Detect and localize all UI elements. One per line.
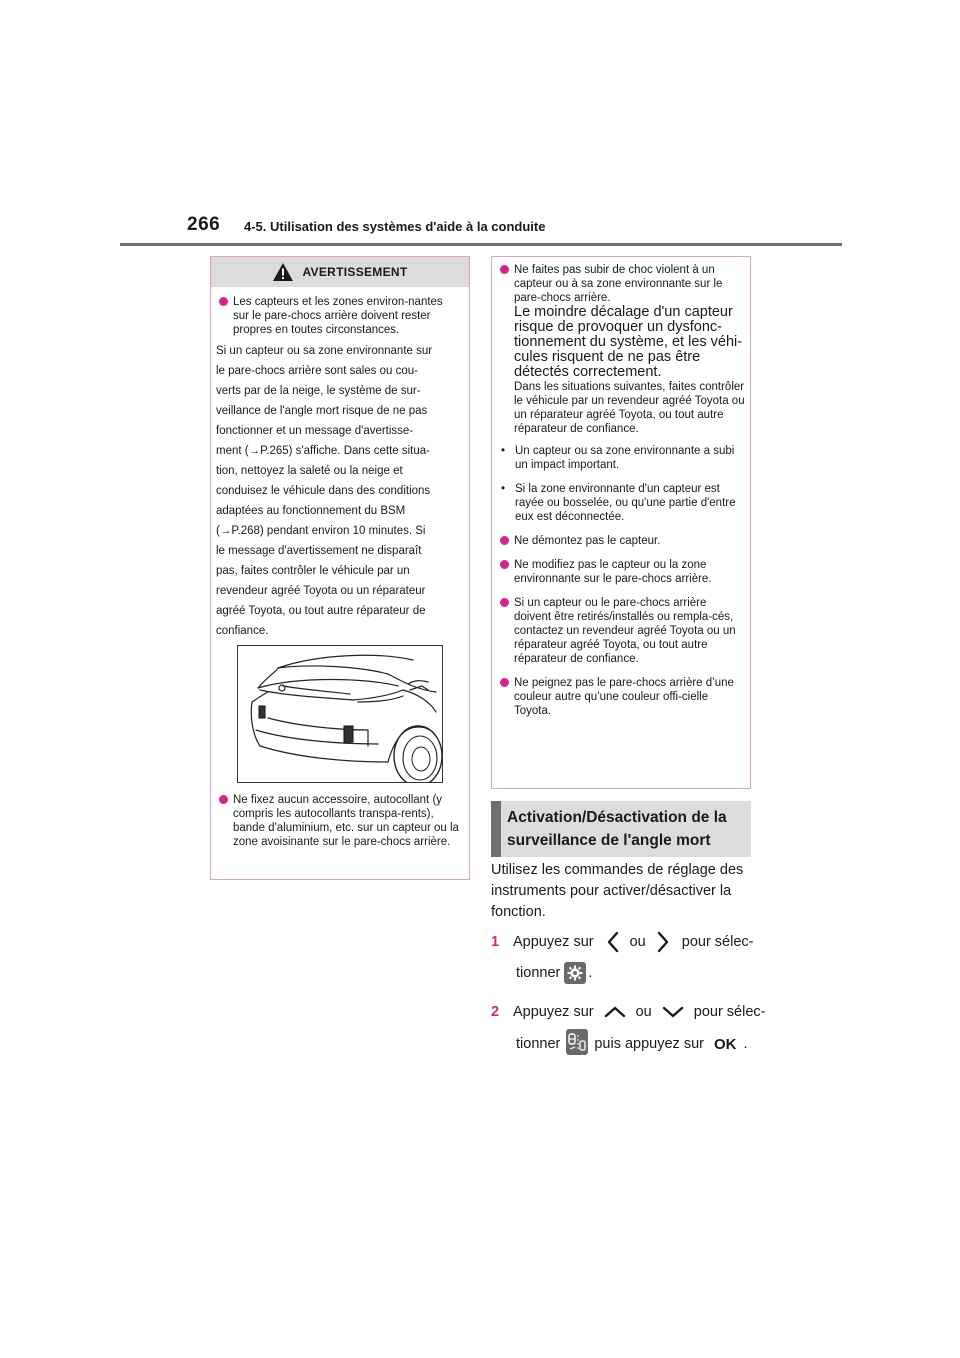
step-text: ou	[635, 1004, 652, 1020]
bullet-text: Ne faites pas subir de choc violent à un capteur ou à sa zone environnante sur le pare-chocs arrière.	[514, 264, 723, 304]
warning-content	[497, 263, 745, 718]
step-text: .	[743, 1036, 748, 1052]
text-line: revendeur agréé Toyota ou un réparateur	[216, 585, 426, 597]
text-line: le pare-chocs arrière sont sales ou cou-	[216, 365, 418, 377]
step-text: tionner	[516, 965, 561, 981]
text-line: fonction.	[491, 904, 546, 920]
warning-title: AVERTISSEMENT	[302, 265, 408, 279]
header-rule	[120, 243, 842, 246]
bullet-icon	[500, 560, 509, 569]
ok-icon: OK	[713, 1035, 737, 1053]
section-intro	[491, 860, 753, 923]
rear-bumper-illustration	[237, 645, 443, 783]
text-line: verts par de la neige, le système de sur-	[216, 385, 421, 397]
text-line: adaptées au fonctionnement du BSM	[216, 505, 406, 517]
step-2-continued	[516, 1030, 748, 1058]
step-text: .	[588, 965, 593, 981]
step-2	[491, 1001, 765, 1023]
bullet-text: Les capteurs et les zones environ-nantes sur le pare-chocs arrière doivent rester propres en toutes circonstances.	[233, 296, 443, 336]
bullet-icon	[219, 795, 228, 804]
bullet-text: Ne peignez pas le pare-chocs arrière d’une couleur autre qu’une couleur offi-cielle Toyota.	[514, 677, 734, 717]
chevron-left-icon	[606, 931, 620, 953]
step-number: 2	[491, 1004, 500, 1020]
section-heading-line: surveillance de l'angle mort	[507, 832, 711, 849]
text-line: confiance.	[216, 625, 269, 637]
warning-header	[211, 257, 469, 287]
warning-content-2	[216, 793, 461, 849]
warning-triangle-icon	[272, 262, 294, 282]
step-text: tionner	[516, 1036, 561, 1052]
text-line: instruments pour activer/désactiver la	[491, 883, 732, 899]
text-line: tion, nettoyez la saleté ou la neige et	[216, 465, 403, 477]
text-line: le message d'avertissement ne disparaît	[216, 545, 422, 557]
bullet-icon	[500, 536, 509, 545]
step-text: pour sélec-	[693, 1004, 766, 1020]
step-1-continued	[516, 960, 592, 986]
warning-box	[210, 256, 470, 880]
list-item	[497, 676, 745, 718]
list-item	[497, 558, 745, 586]
step-text: ou	[629, 934, 646, 950]
dot-icon: •	[501, 445, 506, 457]
step-text: Appuyez sur	[513, 934, 594, 950]
bullet-text: Ne modifiez pas le capteur ou la zone environnante sur le pare-chocs arrière.	[514, 559, 712, 585]
list-item	[497, 263, 745, 436]
list-item	[497, 534, 745, 548]
list-item	[216, 295, 461, 337]
text-line: Utilisez les commandes de réglage des	[491, 862, 744, 878]
bullet-emphasis-text: Le moindre décalage d'un capteur risque de provoquer un dysfonc-tionnement du système, et les véhi-cules risquent de ne pas être détectés correctement.	[514, 304, 743, 380]
bullet-text: Ne fixez aucun accessoire, autocollant (y compris les autocollants transpa-rents), bande d'aluminium, etc. sur un capteur ou la zone avoisinante sur le pare-chocs arrière.	[233, 794, 459, 848]
text-line: veillance de l'angle mort risque de ne pas	[216, 405, 428, 417]
section-heading	[491, 801, 751, 857]
bullet-icon	[219, 297, 228, 306]
step-1	[491, 931, 753, 953]
step-text: Appuyez sur	[513, 1004, 594, 1020]
text-line: (→P.268) pendant environ 10 minutes. Si	[216, 525, 426, 537]
text-line: pas, faites contrôler le véhicule par un	[216, 565, 410, 577]
dot-text: Un capteur ou sa zone environnante a subi un impact important.	[515, 445, 735, 471]
chevron-right-icon	[656, 931, 670, 953]
text-line: fonctionner et un message d'avertisse-	[216, 425, 414, 437]
text-line: agréé Toyota, ou tout autre réparateur de	[216, 605, 426, 617]
list-item	[497, 596, 745, 666]
bullet-icon	[500, 598, 509, 607]
text-line: ment (→P.265) s'affiche. Dans cette situa-	[216, 445, 430, 457]
bsm-icon	[566, 1029, 588, 1059]
dot-icon: •	[501, 483, 506, 495]
warning-paragraph	[216, 341, 461, 641]
bullet-icon	[500, 678, 509, 687]
page-number: 266	[187, 214, 221, 235]
dot-text: Si la zone environnante d'un capteur est rayée ou bosselée, ou qu'une partie d'entre eux est déconnectée.	[515, 483, 736, 523]
section-heading-line: Activation/Désactivation de la	[507, 809, 727, 826]
settings-gear-icon	[564, 962, 586, 984]
text-line: Si un capteur ou sa zone environnante sur	[216, 345, 433, 357]
step-number: 1	[491, 934, 500, 950]
warning-box-continued	[491, 256, 751, 789]
bullet-text: Ne démontez pas le capteur.	[514, 535, 661, 547]
step-text: puis appuyez sur	[594, 1036, 704, 1052]
list-item	[497, 482, 745, 524]
text-line: conduisez le véhicule dans des conditions	[216, 485, 431, 497]
warning-content	[216, 295, 461, 641]
bullet-text: Si un capteur ou le pare-chocs arrière doivent être retirés/installés ou rempla-cés, contactez un revendeur agréé Toyota ou un réparateur agréé Toyota, ou tout autre réparateur de confiance.	[514, 597, 736, 665]
step-text: pour sélec-	[681, 934, 754, 950]
list-item	[497, 444, 745, 472]
chevron-up-icon	[604, 1005, 626, 1019]
chapter-title: 4-5. Utilisation des systèmes d'aide à la conduite	[244, 219, 546, 234]
list-item	[216, 793, 461, 849]
bullet-icon	[500, 265, 509, 274]
bullet-text: Dans les situations suivantes, faites contrôler le véhicule par un revendeur agréé Toyota ou un réparateur agréé Toyota, ou tout autre réparateur de confiance.	[514, 381, 745, 435]
chevron-down-icon	[662, 1005, 684, 1019]
car-rear-drawing	[238, 646, 442, 782]
